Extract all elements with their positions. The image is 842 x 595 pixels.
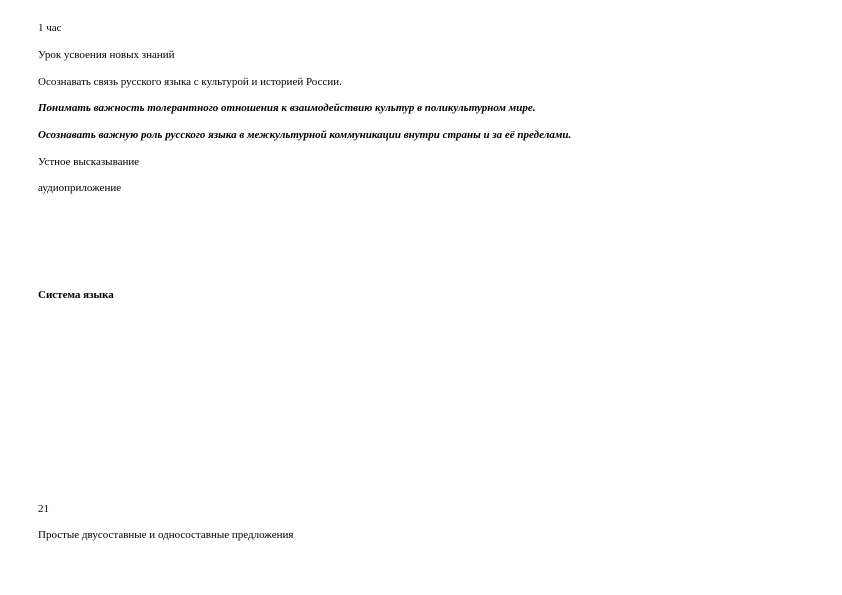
goal-text-3: Осознавать важную роль русского языка в межкультурной коммуникации внутри страны и за её пределами. bbox=[38, 129, 572, 141]
lesson-type: Урок усвоения новых знаний bbox=[38, 49, 175, 61]
lesson-number: 21 bbox=[38, 503, 49, 515]
goal-text-1: Осознавать связь русского языка с культурой и историей России. bbox=[38, 76, 342, 88]
lesson-hours: 1 час bbox=[38, 22, 62, 34]
resource-text: аудиоприложение bbox=[38, 182, 122, 194]
activity-text: Устное высказывание bbox=[38, 156, 140, 168]
section-heading: Система языка bbox=[38, 289, 114, 301]
lesson-topic: Простые двусоставные и односоставные предложения bbox=[38, 529, 294, 541]
goal-text-2: Понимать важность толерантного отношения к взаимодействию культур в поликультурном мире. bbox=[38, 102, 536, 114]
